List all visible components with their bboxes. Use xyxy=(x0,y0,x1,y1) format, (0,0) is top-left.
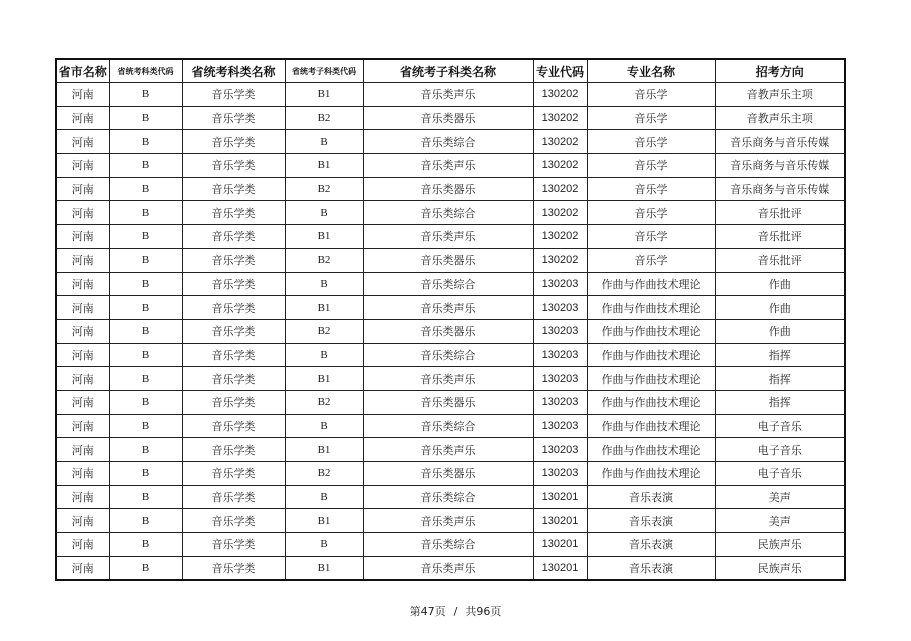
table-row xyxy=(56,272,845,296)
cell-subcategory-name: 音乐类器乐 xyxy=(363,248,533,272)
cell-category-name: 音乐学类 xyxy=(182,83,285,107)
table-row xyxy=(56,485,845,509)
cell-category-name: 音乐学类 xyxy=(182,485,285,509)
cell-major-code: 130202 xyxy=(533,201,587,225)
cell-province: 河南 xyxy=(56,83,109,107)
table-row xyxy=(56,462,845,486)
cell-direction: 民族声乐 xyxy=(715,533,845,557)
cell-subcategory-code: B1 xyxy=(285,367,363,391)
page-footer xyxy=(0,603,911,619)
cell-subcategory-code: B xyxy=(285,201,363,225)
cell-major-name: 音乐学 xyxy=(587,248,715,272)
cell-major-code: 130203 xyxy=(533,414,587,438)
cell-major-name: 作曲与作曲技术理论 xyxy=(587,319,715,343)
cell-subcategory-code: B2 xyxy=(285,177,363,201)
cell-major-name: 音乐学 xyxy=(587,154,715,178)
cell-major-name: 音乐学 xyxy=(587,177,715,201)
table-row xyxy=(56,154,845,178)
cell-category-code: B xyxy=(109,485,182,509)
cell-direction: 作曲 xyxy=(715,319,845,343)
table-row xyxy=(56,296,845,320)
cell-subcategory-name: 音乐类器乐 xyxy=(363,319,533,343)
cell-province: 河南 xyxy=(56,225,109,249)
cell-category-name: 音乐学类 xyxy=(182,177,285,201)
table-row xyxy=(56,225,845,249)
cell-direction: 音教声乐主项 xyxy=(715,106,845,130)
header-subcategory-name: 省统考子科类名称 xyxy=(363,59,533,83)
cell-category-code: B xyxy=(109,248,182,272)
cell-major-code: 130203 xyxy=(533,438,587,462)
cell-subcategory-name: 音乐类综合 xyxy=(363,414,533,438)
header-province: 省市名称 xyxy=(56,59,109,83)
cell-category-code: B xyxy=(109,130,182,154)
cell-subcategory-name: 音乐类声乐 xyxy=(363,367,533,391)
table-row xyxy=(56,319,845,343)
header-row xyxy=(56,59,845,83)
cell-category-name: 音乐学类 xyxy=(182,248,285,272)
table-row xyxy=(56,83,845,107)
cell-category-code: B xyxy=(109,225,182,249)
cell-major-name: 作曲与作曲技术理论 xyxy=(587,390,715,414)
table-row xyxy=(56,533,845,557)
cell-major-code: 130202 xyxy=(533,177,587,201)
cell-major-code: 130203 xyxy=(533,343,587,367)
cell-major-name: 作曲与作曲技术理论 xyxy=(587,367,715,391)
cell-major-code: 130203 xyxy=(533,390,587,414)
cell-major-name: 音乐表演 xyxy=(587,533,715,557)
cell-subcategory-name: 音乐类综合 xyxy=(363,343,533,367)
cell-subcategory-code: B2 xyxy=(285,319,363,343)
cell-province: 河南 xyxy=(56,154,109,178)
cell-subcategory-name: 音乐类综合 xyxy=(363,272,533,296)
cell-direction: 指挥 xyxy=(715,367,845,391)
table-row xyxy=(56,177,845,201)
cell-category-code: B xyxy=(109,509,182,533)
table-row xyxy=(56,248,845,272)
cell-category-name: 音乐学类 xyxy=(182,343,285,367)
cell-major-code: 130203 xyxy=(533,367,587,391)
cell-major-code: 130202 xyxy=(533,225,587,249)
cell-subcategory-name: 音乐类声乐 xyxy=(363,556,533,580)
cell-subcategory-name: 音乐类声乐 xyxy=(363,83,533,107)
cell-subcategory-name: 音乐类器乐 xyxy=(363,106,533,130)
cell-major-name: 作曲与作曲技术理论 xyxy=(587,438,715,462)
cell-direction: 民族声乐 xyxy=(715,556,845,580)
cell-subcategory-code: B1 xyxy=(285,296,363,320)
cell-subcategory-name: 音乐类声乐 xyxy=(363,438,533,462)
cell-province: 河南 xyxy=(56,485,109,509)
cell-direction: 作曲 xyxy=(715,296,845,320)
cell-direction: 音乐商务与音乐传媒 xyxy=(715,130,845,154)
cell-major-code: 130203 xyxy=(533,462,587,486)
cell-province: 河南 xyxy=(56,201,109,225)
cell-subcategory-name: 音乐类综合 xyxy=(363,201,533,225)
cell-subcategory-name: 音乐类综合 xyxy=(363,130,533,154)
cell-direction: 音乐批评 xyxy=(715,248,845,272)
cell-subcategory-code: B1 xyxy=(285,438,363,462)
cell-category-name: 音乐学类 xyxy=(182,272,285,296)
cell-category-name: 音乐学类 xyxy=(182,509,285,533)
cell-subcategory-name: 音乐类综合 xyxy=(363,485,533,509)
cell-province: 河南 xyxy=(56,177,109,201)
cell-major-name: 作曲与作曲技术理论 xyxy=(587,272,715,296)
cell-province: 河南 xyxy=(56,106,109,130)
cell-category-code: B xyxy=(109,154,182,178)
table-row xyxy=(56,509,845,533)
table-row xyxy=(56,130,845,154)
page-separator: / xyxy=(453,605,458,618)
cell-direction: 音教声乐主项 xyxy=(715,83,845,107)
cell-direction: 音乐商务与音乐传媒 xyxy=(715,177,845,201)
cell-category-name: 音乐学类 xyxy=(182,438,285,462)
cell-major-name: 作曲与作曲技术理论 xyxy=(587,462,715,486)
cell-direction: 美声 xyxy=(715,509,845,533)
cell-direction: 电子音乐 xyxy=(715,438,845,462)
table-row xyxy=(56,390,845,414)
cell-province: 河南 xyxy=(56,367,109,391)
cell-major-code: 130201 xyxy=(533,485,587,509)
cell-subcategory-name: 音乐类声乐 xyxy=(363,509,533,533)
cell-province: 河南 xyxy=(56,414,109,438)
cell-subcategory-name: 音乐类声乐 xyxy=(363,296,533,320)
cell-subcategory-code: B1 xyxy=(285,556,363,580)
header-category-code: 省统考科类代码 xyxy=(109,59,182,83)
cell-province: 河南 xyxy=(56,248,109,272)
cell-category-code: B xyxy=(109,367,182,391)
table-row xyxy=(56,556,845,580)
cell-direction: 音乐批评 xyxy=(715,225,845,249)
cell-major-code: 130202 xyxy=(533,154,587,178)
cell-direction: 指挥 xyxy=(715,343,845,367)
cell-major-name: 音乐学 xyxy=(587,83,715,107)
cell-category-name: 音乐学类 xyxy=(182,319,285,343)
header-direction: 招考方向 xyxy=(715,59,845,83)
cell-category-name: 音乐学类 xyxy=(182,390,285,414)
table-row xyxy=(56,201,845,225)
cell-major-name: 作曲与作曲技术理论 xyxy=(587,414,715,438)
cell-major-code: 130201 xyxy=(533,556,587,580)
cell-category-code: B xyxy=(109,438,182,462)
cell-subcategory-name: 音乐类器乐 xyxy=(363,177,533,201)
cell-subcategory-name: 音乐类声乐 xyxy=(363,154,533,178)
total-pages: 共96页 xyxy=(465,605,502,618)
cell-subcategory-code: B xyxy=(285,533,363,557)
cell-category-name: 音乐学类 xyxy=(182,533,285,557)
cell-category-code: B xyxy=(109,319,182,343)
cell-major-code: 130202 xyxy=(533,248,587,272)
cell-province: 河南 xyxy=(56,533,109,557)
table-body xyxy=(56,83,845,581)
header-category-name: 省统考科类名称 xyxy=(182,59,285,83)
cell-direction: 音乐批评 xyxy=(715,201,845,225)
cell-major-code: 130202 xyxy=(533,106,587,130)
cell-subcategory-code: B1 xyxy=(285,509,363,533)
header-subcategory-code: 省统考子科类代码 xyxy=(285,59,363,83)
cell-category-name: 音乐学类 xyxy=(182,225,285,249)
header-major-name: 专业名称 xyxy=(587,59,715,83)
cell-category-code: B xyxy=(109,201,182,225)
cell-province: 河南 xyxy=(56,390,109,414)
cell-subcategory-code: B1 xyxy=(285,225,363,249)
cell-subcategory-name: 音乐类声乐 xyxy=(363,225,533,249)
cell-major-code: 130201 xyxy=(533,533,587,557)
cell-major-code: 130201 xyxy=(533,509,587,533)
cell-subcategory-code: B xyxy=(285,485,363,509)
cell-direction: 作曲 xyxy=(715,272,845,296)
cell-major-code: 130202 xyxy=(533,83,587,107)
cell-major-code: 130203 xyxy=(533,296,587,320)
cell-direction: 指挥 xyxy=(715,390,845,414)
table-row xyxy=(56,438,845,462)
cell-category-name: 音乐学类 xyxy=(182,367,285,391)
header-major-code: 专业代码 xyxy=(533,59,587,83)
cell-province: 河南 xyxy=(56,509,109,533)
cell-category-code: B xyxy=(109,390,182,414)
cell-category-name: 音乐学类 xyxy=(182,414,285,438)
cell-province: 河南 xyxy=(56,462,109,486)
cell-subcategory-code: B xyxy=(285,130,363,154)
cell-category-code: B xyxy=(109,462,182,486)
cell-province: 河南 xyxy=(56,130,109,154)
cell-subcategory-code: B1 xyxy=(285,154,363,178)
cell-category-code: B xyxy=(109,83,182,107)
cell-major-name: 音乐表演 xyxy=(587,509,715,533)
cell-direction: 美声 xyxy=(715,485,845,509)
cell-category-name: 音乐学类 xyxy=(182,130,285,154)
table-row xyxy=(56,414,845,438)
cell-province: 河南 xyxy=(56,343,109,367)
cell-major-code: 130202 xyxy=(533,130,587,154)
cell-category-code: B xyxy=(109,177,182,201)
cell-category-name: 音乐学类 xyxy=(182,556,285,580)
cell-direction: 音乐商务与音乐传媒 xyxy=(715,154,845,178)
table-row xyxy=(56,343,845,367)
cell-major-name: 音乐学 xyxy=(587,201,715,225)
cell-province: 河南 xyxy=(56,296,109,320)
cell-category-code: B xyxy=(109,343,182,367)
cell-category-name: 音乐学类 xyxy=(182,154,285,178)
cell-category-name: 音乐学类 xyxy=(182,462,285,486)
cell-subcategory-code: B2 xyxy=(285,390,363,414)
cell-major-name: 音乐表演 xyxy=(587,485,715,509)
table-row xyxy=(56,106,845,130)
cell-subcategory-code: B2 xyxy=(285,248,363,272)
cell-subcategory-code: B xyxy=(285,414,363,438)
cell-category-code: B xyxy=(109,296,182,320)
cell-subcategory-code: B xyxy=(285,272,363,296)
admissions-table xyxy=(55,58,846,581)
cell-major-name: 音乐表演 xyxy=(587,556,715,580)
cell-category-code: B xyxy=(109,556,182,580)
cell-major-name: 作曲与作曲技术理论 xyxy=(587,343,715,367)
cell-category-name: 音乐学类 xyxy=(182,296,285,320)
cell-subcategory-code: B2 xyxy=(285,462,363,486)
cell-subcategory-name: 音乐类器乐 xyxy=(363,462,533,486)
cell-category-code: B xyxy=(109,533,182,557)
cell-category-code: B xyxy=(109,106,182,130)
cell-subcategory-code: B2 xyxy=(285,106,363,130)
cell-province: 河南 xyxy=(56,319,109,343)
cell-category-name: 音乐学类 xyxy=(182,106,285,130)
cell-major-code: 130203 xyxy=(533,272,587,296)
cell-major-name: 音乐学 xyxy=(587,130,715,154)
cell-major-name: 音乐学 xyxy=(587,225,715,249)
cell-province: 河南 xyxy=(56,438,109,462)
cell-major-name: 音乐学 xyxy=(587,106,715,130)
cell-subcategory-name: 音乐类器乐 xyxy=(363,390,533,414)
cell-province: 河南 xyxy=(56,556,109,580)
current-page: 第47页 xyxy=(409,605,446,618)
cell-subcategory-name: 音乐类综合 xyxy=(363,533,533,557)
cell-province: 河南 xyxy=(56,272,109,296)
cell-category-code: B xyxy=(109,414,182,438)
cell-subcategory-code: B xyxy=(285,343,363,367)
cell-major-name: 作曲与作曲技术理论 xyxy=(587,296,715,320)
cell-category-code: B xyxy=(109,272,182,296)
cell-major-code: 130203 xyxy=(533,319,587,343)
cell-subcategory-code: B1 xyxy=(285,83,363,107)
table-row xyxy=(56,367,845,391)
cell-category-name: 音乐学类 xyxy=(182,201,285,225)
cell-direction: 电子音乐 xyxy=(715,462,845,486)
cell-direction: 电子音乐 xyxy=(715,414,845,438)
